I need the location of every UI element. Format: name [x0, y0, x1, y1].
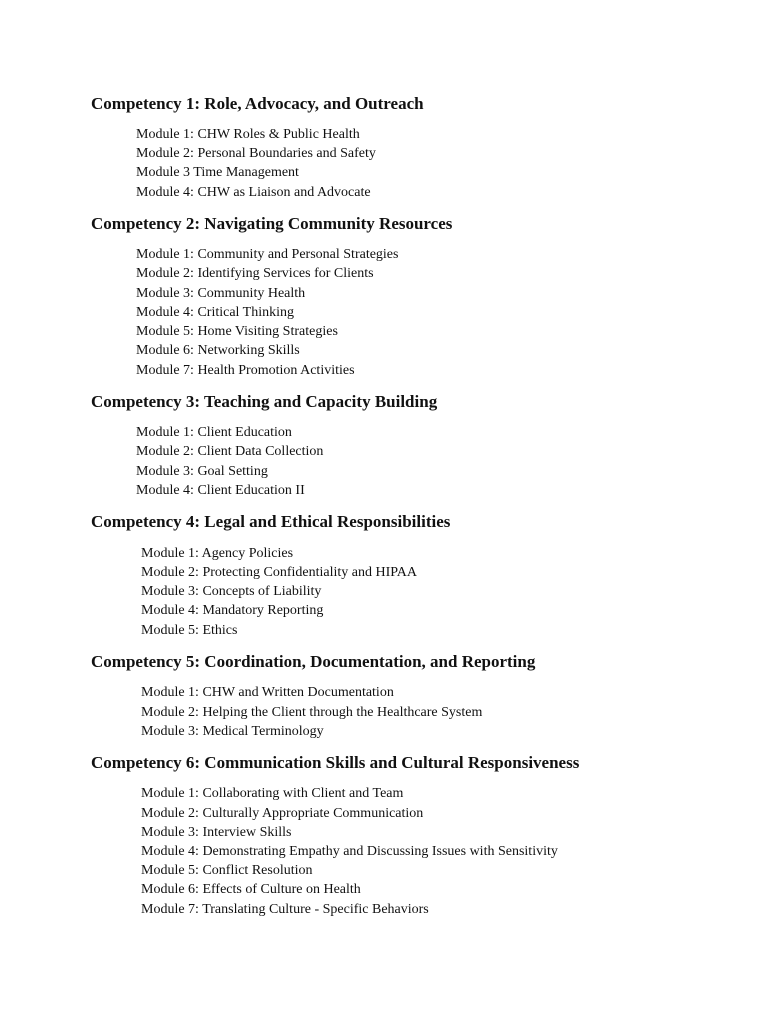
module-item: Module 3 Time Management: [136, 165, 299, 180]
competency-heading: Competency 1: Role, Advocacy, and Outreach: [91, 94, 424, 113]
module-item: Module 2: Culturally Appropriate Communication: [141, 806, 424, 821]
competency-heading: Competency 3: Teaching and Capacity Building: [91, 392, 438, 411]
competency-heading: Competency 5: Coordination, Documentation, and Reporting: [91, 652, 536, 671]
module-item: Module 5: Home Visiting Strategies: [136, 324, 338, 339]
module-item: Module 4: Critical Thinking: [136, 305, 295, 320]
module-item: Module 7: Translating Culture - Specific Behaviors: [141, 902, 429, 917]
module-item: Module 3: Medical Terminology: [141, 724, 324, 739]
module-item: Module 1: CHW Roles & Public Health: [136, 127, 360, 142]
competency-heading: Competency 6: Communication Skills and Cultural Responsiveness: [91, 753, 580, 772]
competency-heading: Competency 2: Navigating Community Resources: [91, 214, 453, 233]
module-item: Module 2: Personal Boundaries and Safety: [136, 146, 376, 161]
module-item: Module 4: Mandatory Reporting: [141, 603, 324, 618]
module-item: Module 1: Agency Policies: [141, 546, 294, 561]
module-item: Module 6: Networking Skills: [136, 343, 300, 358]
module-item: Module 1: Community and Personal Strategies: [136, 247, 399, 262]
module-item: Module 5: Conflict Resolution: [141, 863, 313, 878]
module-item: Module 4: CHW as Liaison and Advocate: [136, 185, 371, 200]
module-item: Module 1: Collaborating with Client and Team: [141, 786, 404, 801]
module-item: Module 7: Health Promotion Activities: [136, 363, 355, 378]
module-item: Module 2: Identifying Services for Clients: [136, 266, 374, 281]
module-item: Module 5: Ethics: [141, 623, 238, 638]
module-item: Module 1: CHW and Written Documentation: [141, 685, 394, 700]
module-item: Module 2: Helping the Client through the Healthcare System: [141, 705, 483, 720]
module-item: Module 2: Protecting Confidentiality and HIPAA: [141, 565, 417, 580]
competency-heading: Competency 4: Legal and Ethical Responsibilities: [91, 512, 451, 531]
module-item: Module 6: Effects of Culture on Health: [141, 882, 361, 897]
module-item: Module 3: Interview Skills: [141, 825, 292, 840]
module-item: Module 3: Concepts of Liability: [141, 584, 322, 599]
module-item: Module 3: Goal Setting: [136, 464, 268, 479]
module-item: Module 4: Demonstrating Empathy and Discussing Issues with Sensitivity: [141, 844, 558, 859]
module-item: Module 2: Client Data Collection: [136, 444, 324, 459]
module-item: Module 4: Client Education II: [136, 483, 305, 498]
module-item: Module 1: Client Education: [136, 425, 292, 440]
module-item: Module 3: Community Health: [136, 286, 306, 301]
